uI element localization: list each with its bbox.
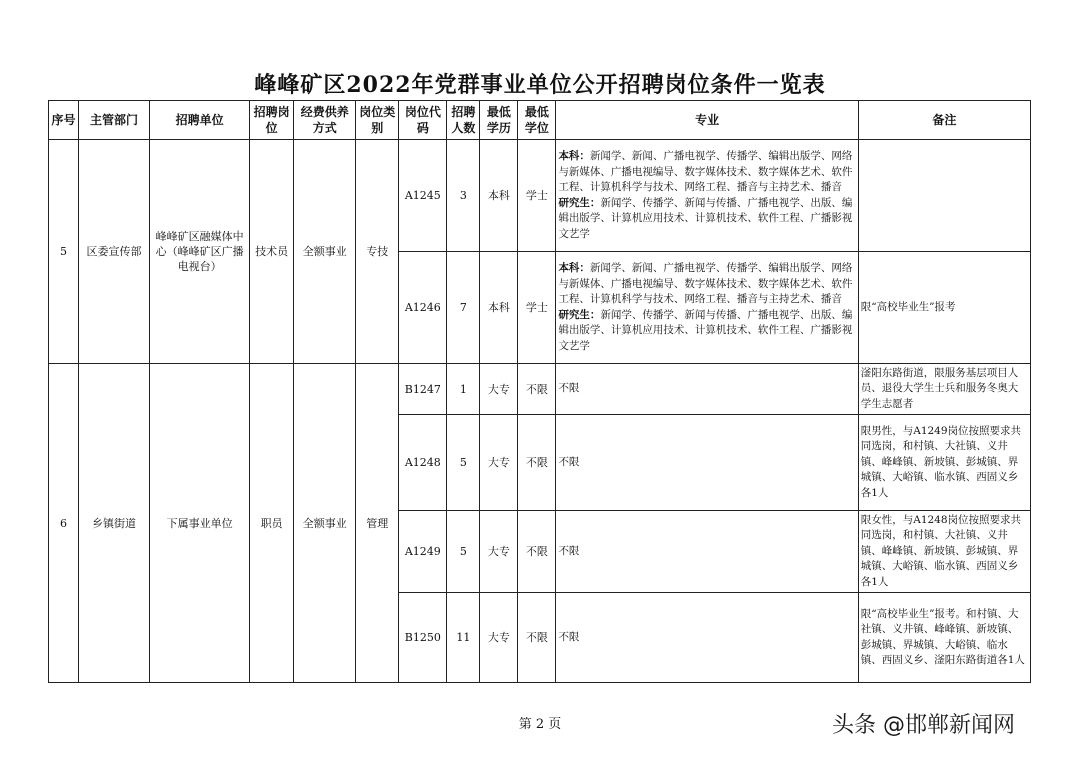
cell-code: B1247 (399, 364, 447, 415)
major-ug-text: 新闻学、新闻、广播电视学、传播学、编辑出版学、网络与新媒体、广播电视编导、数字媒体技术、数字媒体艺术、软件工程、计算机科学与技术、网络工程、播音与主持艺术、播音 (558, 262, 853, 305)
watermark: 头条 @邯郸新闻网 (832, 713, 1015, 738)
cell-remark: 限“高校毕业生”报考。和村镇、大社镇、义井镇、峰峰镇、新坡镇、彭城镇、界城镇、大峪镇、临水镇、西固义乡、滏阳东路街道各1人 (858, 593, 1030, 683)
cell-edu: 本科 (480, 252, 518, 364)
cell-dept: 乡镇街道 (79, 364, 150, 683)
header-major: 专业 (556, 101, 858, 140)
header-count: 招聘人数 (447, 101, 480, 140)
major-ug-label: 本科： (558, 262, 590, 274)
cell-major: 不限 (556, 364, 858, 415)
cell-degree: 学士 (518, 140, 556, 252)
cell-edu: 大专 (480, 511, 518, 593)
major-pg-text: 新闻学、传播学、新闻与传播、广播电视学、出版、编辑出版学、计算机应用技术、计算机技术、软件工程、广播影视文艺学 (558, 308, 853, 352)
header-degree: 最低学位 (518, 101, 556, 140)
cell-major: 不限 (556, 511, 858, 593)
table-row (49, 364, 1031, 415)
cell-edu: 本科 (480, 140, 518, 252)
major-pg-label: 研究生： (558, 308, 601, 321)
cell-count: 11 (447, 593, 480, 683)
page-number: 第 2 页 (518, 717, 562, 732)
cell-post: 职员 (250, 364, 294, 683)
cell-code: A1245 (399, 140, 447, 252)
header-remark: 备注 (858, 101, 1030, 140)
header-funding: 经费供养方式 (294, 101, 356, 140)
header-seq: 序号 (49, 101, 79, 140)
header-post: 招聘岗位 (250, 101, 294, 140)
cell-count: 7 (447, 252, 480, 364)
cell-major (556, 252, 858, 364)
header-dept: 主管部门 (79, 101, 150, 140)
recruitment-table (48, 100, 1031, 683)
major-pg-text: 新闻学、传播学、新闻与传播、广播电视学、出版、编辑出版学、计算机应用技术、计算机技术、软件工程、广播影视文艺学 (558, 196, 853, 240)
cell-seq: 5 (49, 140, 79, 364)
cell-edu: 大专 (480, 364, 518, 415)
cell-category: 管理 (356, 364, 399, 683)
cell-count: 3 (447, 140, 480, 252)
major-pg-label: 研究生： (558, 196, 601, 209)
cell-degree: 学士 (518, 252, 556, 364)
cell-count: 5 (447, 511, 480, 593)
major-ug-text: 新闻学、新闻、广播电视学、传播学、编辑出版学、网络与新媒体、广播电视编导、数字媒体技术、数字媒体艺术、软件工程、计算机科学与技术、网络工程、播音与主持艺术、播音 (558, 150, 853, 193)
cell-unit: 峰峰矿区融媒体中心（峰峰矿区广播电视台） (150, 140, 250, 364)
page-title: 峰峰矿区2022年党群事业单位公开招聘岗位条件一览表 (254, 72, 826, 98)
cell-degree: 不限 (518, 511, 556, 593)
cell-unit: 下属事业单位 (150, 364, 250, 683)
cell-remark: 限“高校毕业生”报考 (858, 252, 1030, 364)
cell-seq: 6 (49, 364, 79, 683)
cell-remark: 滏阳东路街道，限服务基层项目人员、退役大学生士兵和服务冬奥大学生志愿者 (858, 364, 1030, 415)
header-row (49, 101, 1031, 140)
cell-remark (858, 140, 1030, 252)
cell-code: A1246 (399, 252, 447, 364)
cell-funding: 全额事业 (294, 140, 356, 364)
cell-degree: 不限 (518, 364, 556, 415)
cell-post: 技术员 (250, 140, 294, 364)
cell-edu: 大专 (480, 415, 518, 511)
cell-count: 1 (447, 364, 480, 415)
header-unit: 招聘单位 (150, 101, 250, 140)
cell-major (556, 140, 858, 252)
header-edu: 最低学历 (480, 101, 518, 140)
cell-edu: 大专 (480, 593, 518, 683)
cell-count: 5 (447, 415, 480, 511)
major-ug-label: 本科： (558, 150, 590, 162)
table-row (49, 140, 1031, 252)
cell-dept: 区委宣传部 (79, 140, 150, 364)
cell-degree: 不限 (518, 415, 556, 511)
cell-funding: 全额事业 (294, 364, 356, 683)
cell-code: B1250 (399, 593, 447, 683)
header-code: 岗位代码 (399, 101, 447, 140)
cell-remark: 限女性，与A1248岗位按照要求共同选岗，和村镇、大社镇、义井镇、峰峰镇、新坡镇、彭城镇、界城镇、大峪镇、临水镇、西固义乡各1人 (858, 511, 1030, 593)
cell-degree: 不限 (518, 593, 556, 683)
cell-code: A1249 (399, 511, 447, 593)
cell-remark: 限男性，与A1249岗位按照要求共同选岗，和村镇、大社镇、义井镇、峰峰镇、新坡镇、彭城镇、界城镇、大峪镇、临水镇、西固义乡各1人 (858, 415, 1030, 511)
cell-code: A1248 (399, 415, 447, 511)
header-category: 岗位类别 (356, 101, 399, 140)
cell-category: 专技 (356, 140, 399, 364)
cell-major: 不限 (556, 415, 858, 511)
cell-major: 不限 (556, 593, 858, 683)
